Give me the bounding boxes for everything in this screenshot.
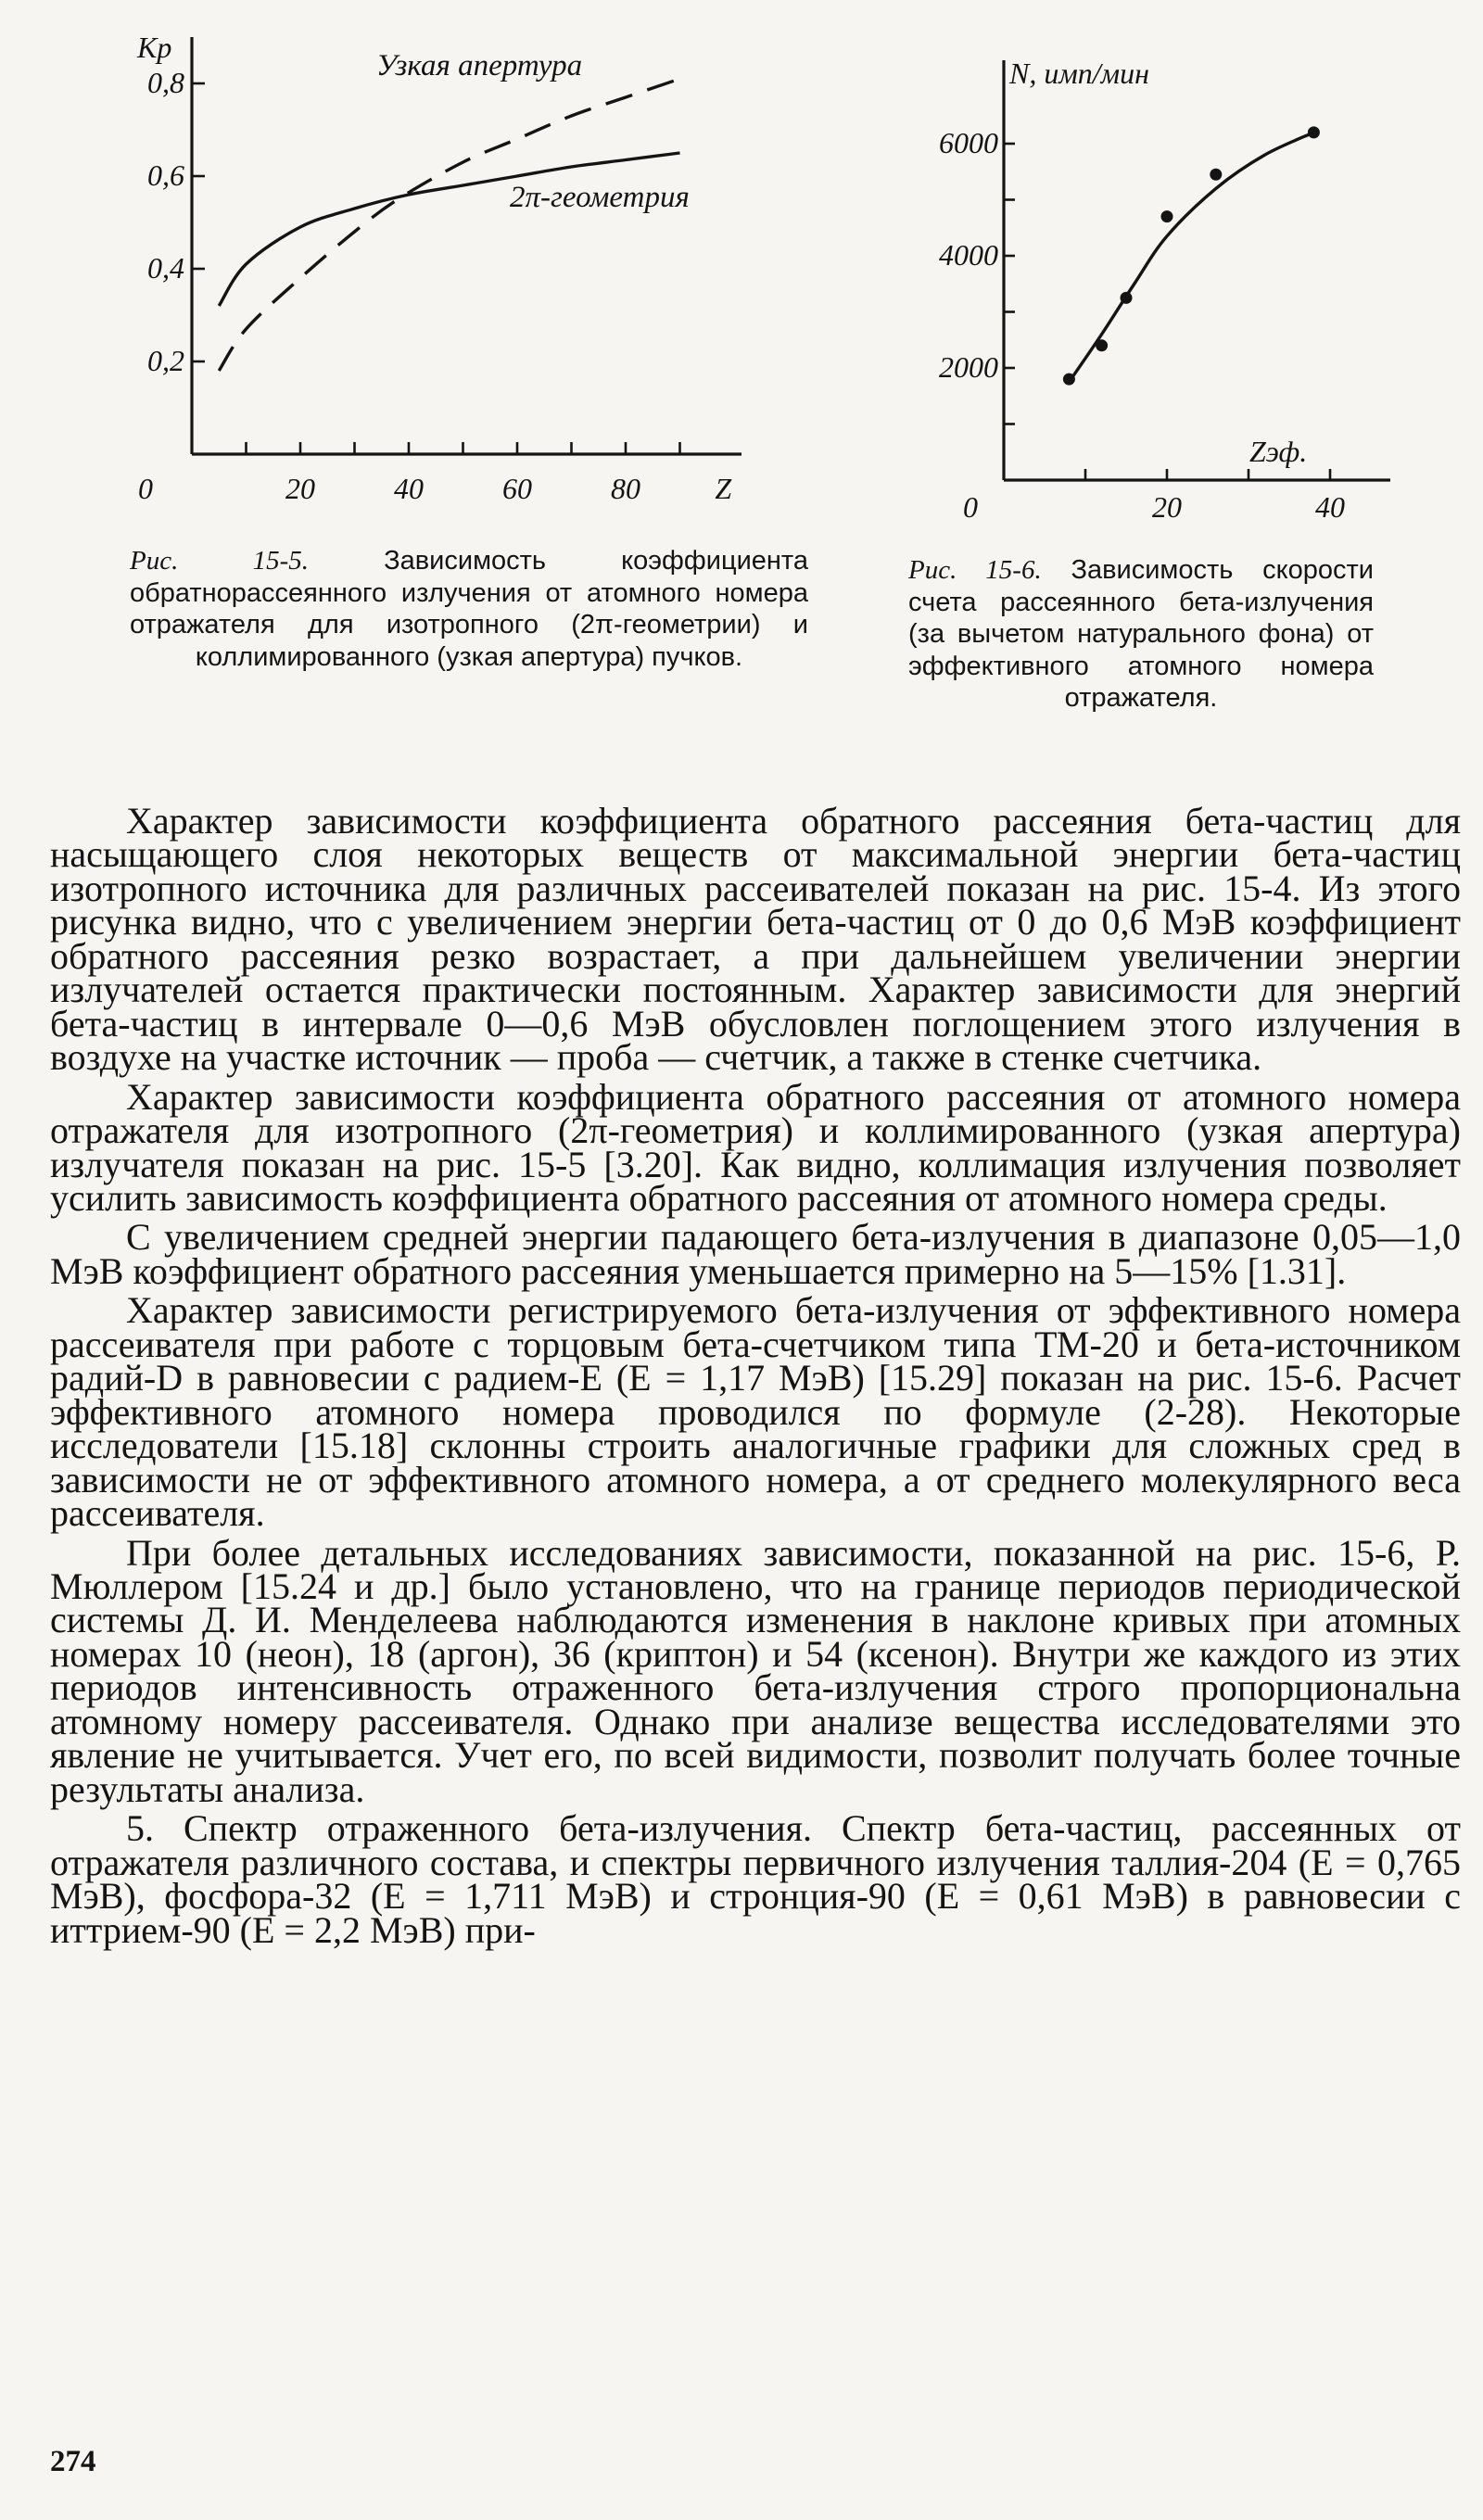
x-tick-label: 40 (394, 472, 424, 505)
y-tick-label: 6000 (939, 126, 998, 159)
paragraph: Характер зависимости коэффициента обратного рассеяния от атомного номера отражателя для изотропного (2π-геометрия) и коллимированного (узкая апертура) излучателя показан на рис. 15-5 [3.20]. Как видно, коллимация излучения позволяет усилить зависимость коэффициента обратного рассеяния от атомного номера среды. (50, 1075, 1461, 1219)
caption-label: Рис. 15-5. (130, 546, 310, 576)
data-point (1121, 292, 1133, 304)
data-point (1063, 374, 1075, 386)
x-tick-label: Z (715, 472, 732, 505)
y-tick-label: 0,8 (147, 66, 184, 99)
body-text (50, 800, 1461, 1953)
y-axis-label: Kр (137, 31, 172, 64)
data-point (1210, 169, 1222, 181)
data-point (1096, 339, 1108, 351)
figure-15-5-chart (111, 19, 788, 505)
paragraph: Характер зависимости регистрируемого бета-излучения от эффективного номера рассеивателя при работе с торцовым бета-счетчиком типа ТМ-20 и бета-источником радий-D в равновесии с радием-E (E = 1,17 МэВ) [15.29] показан на рис. 15-6. Расчет эффективного атомного номера проводился по формуле (2-28). Некоторые исследователи [15.18] склонны строить аналогичные графики для сложных сред в зависимости не от эффективного атомного номера, а от среднего молекулярного веса рассеивателя. (50, 1289, 1461, 1535)
paragraph: С увеличением средней энергии падающего бета-излучения в диапазоне 0,05—1,0 МэВ коэффициент обратного рассеяния уменьшается примерно на 5—15% [1.31]. (50, 1216, 1461, 1292)
y-tick-label: 4000 (939, 238, 998, 272)
page-number: 274 (50, 2445, 96, 2478)
figure-15-6-caption (908, 554, 1374, 715)
x-tick-label: 80 (611, 472, 640, 505)
x-tick-label: 60 (502, 472, 532, 505)
figure-15-6-chart (890, 37, 1409, 524)
y-tick-label: 0,2 (147, 344, 184, 377)
data-point (1161, 210, 1173, 222)
x-tick-label: 20 (1152, 490, 1182, 524)
legend-2pi-geometry: 2π-геометрия (510, 181, 690, 214)
y-axis-label: N, имп/мин (1009, 57, 1149, 90)
legend-narrow-aperture: Узкая апертура (376, 49, 583, 82)
series-line-2pi-geometry (219, 153, 679, 306)
figure-15-5-caption (130, 545, 808, 673)
paragraph: Характер зависимости коэффициента обратного рассеяния бета-частиц для насыщающего слоя некоторых веществ от максимальной энергии бета-частиц изотропного источника для различных рассеивателей показан на рис. 15-4. Из этого рисунка видно, что с увеличением энергии бета-частиц от 0 до 0,6 МэВ коэффициент обратного рассеяния резко возрастает, а при дальнейшем увеличении энергии излучателей остается практически постоянным. Характер зависимости для энергий бета-частиц в интервале 0—0,6 МэВ обусловлен поглощением этого излучения в воздухе на участке источник — проба — счетчик, а также в стенке счетчика. (50, 800, 1461, 1079)
x-tick-label: 0 (963, 490, 978, 524)
paragraph: 5. Спектр отраженного бета-излучения. Спектр бета-частиц, рассеянных от отражателя различного состава, и спектры первичного излучения таллия-204 (E = 0,765 МэВ), фосфора-32 (E = 1,711 МэВ) и стронция-90 (E = 0,61 МэВ) в равновесии с иттрием-90 (E = 2,2 МэВ) при- (50, 1807, 1461, 1951)
caption-text: Зависимость коэффициента обратнорассеянного излучения от атомного номера отражателя для изотропного (2π-геометрии) и коллимированного (узкая апертура) пучков. (130, 546, 809, 672)
y-tick-label: 2000 (939, 350, 998, 384)
series-line-narrow-aperture (219, 79, 679, 371)
x-tick-label: 20 (285, 472, 315, 505)
y-tick-label: 0,6 (147, 158, 184, 192)
x-axis-label: Zэф. (1249, 435, 1308, 468)
caption-text: Зависимость скорости счета рассеянного бета-излучения (за вычетом натурального фона) от эффективного атомного номера отражателя. (908, 555, 1375, 713)
paragraph: При более детальных исследованиях зависимости, показанной на рис. 15-6, Р. Мюллером [15.24 и др.] было установлено, что на границе периодов периодической системы Д. И. Менделеева наблюдаются изменения в наклоне кривых при атомных номерах 10 (неон), 18 (аргон), 36 (криптон) и 54 (ксенон). Внутри же каждого из этих периодов интенсивность отраженного бета-излучения строго пропорциональна атомному номеру рассеивателя. Однако при анализе вещества исследователями это явление не учитывается. Учет его, по всей видимости, позволит получать более точные результаты анализа. (50, 1531, 1461, 1810)
y-tick-label: 0,4 (147, 251, 184, 285)
x-tick-label: 0 (138, 472, 153, 505)
caption-label: Рис. 15-6. (908, 555, 1042, 585)
data-point (1308, 126, 1320, 138)
x-tick-label: 40 (1315, 490, 1345, 524)
